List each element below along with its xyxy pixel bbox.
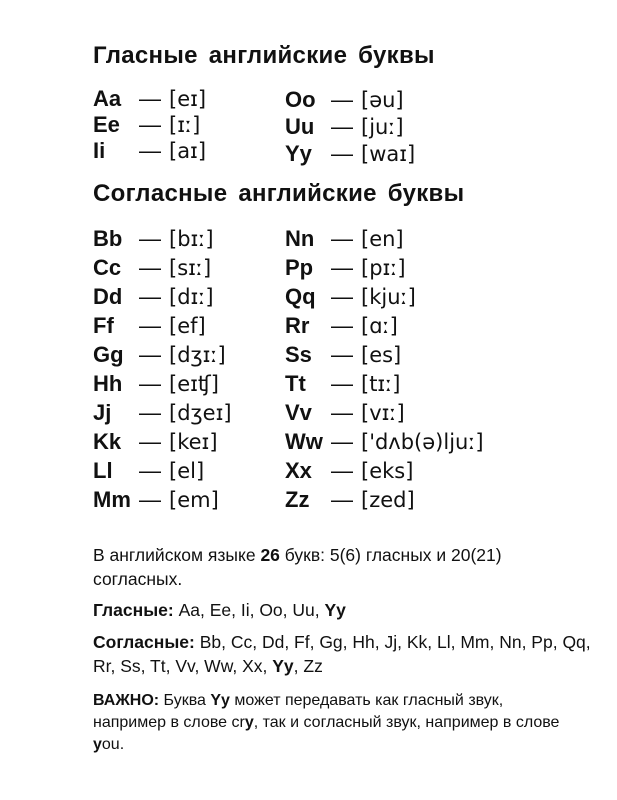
letter-row xyxy=(93,224,232,253)
dash: — xyxy=(139,112,161,137)
letter: Gg xyxy=(93,341,124,367)
letter: Cc xyxy=(93,254,122,280)
letter: Nn xyxy=(285,225,315,251)
letter: Ii xyxy=(93,138,106,163)
letter-row xyxy=(93,311,232,340)
transcription: [aɪ] xyxy=(169,139,207,163)
important-part-1: Буква xyxy=(159,692,211,709)
dash: — xyxy=(331,399,353,425)
important-label: ВАЖНО: xyxy=(93,692,160,709)
letter-row xyxy=(285,398,484,427)
dash: — xyxy=(139,486,161,512)
transcription: [əu] xyxy=(361,87,404,112)
important-part-2: может передавать как гласный звук, например в слове cr xyxy=(93,692,504,731)
dash: — xyxy=(331,225,353,251)
letter: Dd xyxy=(93,283,123,309)
letter: Yy xyxy=(285,140,312,166)
consonants-title: Согласные английские буквы xyxy=(93,180,465,207)
important-note xyxy=(93,690,563,756)
letter-row xyxy=(285,485,484,514)
letter: Xx xyxy=(285,457,312,483)
vowels-title: Гласные английские буквы xyxy=(93,42,435,69)
transcription: [zed] xyxy=(361,487,415,512)
important-y-you: y xyxy=(93,736,102,753)
transcription: [dɪː] xyxy=(169,284,214,309)
consonants-right-column xyxy=(285,224,484,514)
letter-row xyxy=(285,369,484,398)
letter-row xyxy=(93,86,206,112)
dash: — xyxy=(139,341,161,367)
transcription: [eks] xyxy=(361,458,414,483)
letter: Mm xyxy=(93,486,131,512)
letter-row xyxy=(285,340,484,369)
dash: — xyxy=(139,254,161,280)
letter-row xyxy=(93,427,232,456)
consonants-list-yy: Yy xyxy=(272,656,294,676)
consonants-list-label: Согласные: xyxy=(93,632,195,652)
transcription: [eɪʧ] xyxy=(169,371,219,396)
consonants-left-column xyxy=(93,224,232,514)
letter: Vv xyxy=(285,399,312,425)
letter-row xyxy=(93,456,232,485)
consonants-list xyxy=(93,630,593,678)
letter-count-text xyxy=(93,543,593,591)
letter: Pp xyxy=(285,254,314,280)
important-y-cry: y xyxy=(244,714,254,731)
transcription: [ef] xyxy=(169,313,206,338)
letter: Aa xyxy=(93,86,122,111)
dash: — xyxy=(331,113,353,139)
important-part-4: ou. xyxy=(101,736,125,753)
dash: — xyxy=(139,428,161,454)
important-part-3: , так и согласный звук, например в слове xyxy=(253,714,560,731)
important-yy: Yy xyxy=(210,692,230,709)
dash: — xyxy=(139,312,161,338)
transcription: [sɪː] xyxy=(169,255,212,280)
vowels-left-column xyxy=(93,86,206,164)
letter-row xyxy=(93,485,232,514)
letter-row xyxy=(285,456,484,485)
letter-row xyxy=(93,282,232,311)
letter-row xyxy=(285,113,415,140)
transcription: [el] xyxy=(169,458,205,483)
dash: — xyxy=(331,428,353,454)
letter: Rr xyxy=(285,312,310,338)
transcription: [keɪ] xyxy=(169,429,218,454)
letter: Jj xyxy=(93,399,112,425)
transcription: [es] xyxy=(361,342,402,367)
vowels-list xyxy=(93,598,593,622)
vowels-right-column xyxy=(285,86,415,167)
letter-row xyxy=(93,398,232,427)
transcription: [pɪː] xyxy=(361,255,406,280)
transcription: [em] xyxy=(169,487,219,512)
dash: — xyxy=(139,86,161,111)
transcription: [bɪː] xyxy=(169,226,214,251)
letter-row xyxy=(285,224,484,253)
letter: Qq xyxy=(285,283,316,309)
letter: Ww xyxy=(285,428,323,454)
letter: Ee xyxy=(93,112,120,137)
dash: — xyxy=(331,457,353,483)
letter-row xyxy=(285,427,484,456)
transcription: [ɪː] xyxy=(169,113,201,137)
transcription: [ɑː] xyxy=(361,313,398,338)
transcription: [waɪ] xyxy=(361,141,416,166)
dash: — xyxy=(331,86,353,112)
dash: — xyxy=(139,225,161,251)
dash: — xyxy=(139,138,161,163)
vowels-list-text: Aa, Ee, Ii, Oo, Uu, xyxy=(173,600,325,620)
dash: — xyxy=(331,370,353,396)
letter: Ff xyxy=(93,312,114,338)
dash: — xyxy=(331,312,353,338)
transcription: [eɪ] xyxy=(169,87,207,111)
letter: Ll xyxy=(93,457,113,483)
count-number: 26 xyxy=(260,545,280,565)
letter: Tt xyxy=(285,370,306,396)
dash: — xyxy=(331,283,353,309)
transcription: ['dʌb(ə)ljuː] xyxy=(361,429,484,454)
dash: — xyxy=(331,140,353,166)
letter-row xyxy=(285,311,484,340)
dash: — xyxy=(331,486,353,512)
letter-row xyxy=(285,140,415,167)
transcription: [juː] xyxy=(361,114,404,139)
letter-row xyxy=(93,253,232,282)
consonants-list-text: Bb, Cc, Dd, Ff, Gg, Hh, Jj, Kk, Ll, Mm, Nn, Pp, Qq, Rr, Ss, Tt, Vv, Ww, Xx, xyxy=(93,632,591,676)
letter: Oo xyxy=(285,86,316,112)
dash: — xyxy=(139,399,161,425)
transcription: [vɪː] xyxy=(361,400,405,425)
letter-row xyxy=(285,282,484,311)
letter: Bb xyxy=(93,225,123,251)
vowels-list-yy: Yy xyxy=(324,600,346,620)
letter-row xyxy=(285,86,415,113)
count-pre: В английском языке xyxy=(93,545,261,565)
letter-row xyxy=(93,138,206,164)
dash: — xyxy=(331,341,353,367)
letter: Ss xyxy=(285,341,312,367)
vowels-list-label: Гласные: xyxy=(93,600,174,620)
letter-row xyxy=(285,253,484,282)
letter: Zz xyxy=(285,486,310,512)
dash: — xyxy=(139,457,161,483)
letter: Kk xyxy=(93,428,122,454)
letter: Uu xyxy=(285,113,315,139)
letter: Hh xyxy=(93,370,123,396)
transcription: [dʒɪː] xyxy=(169,342,226,367)
dash: — xyxy=(331,254,353,280)
letter-row xyxy=(93,112,206,138)
letter-row xyxy=(93,369,232,398)
transcription: [en] xyxy=(361,226,404,251)
dash: — xyxy=(139,370,161,396)
letter-row xyxy=(93,340,232,369)
transcription: [kjuː] xyxy=(361,284,416,309)
dash: — xyxy=(139,283,161,309)
transcription: [dʒeɪ] xyxy=(169,400,232,425)
consonants-list-tail: , Zz xyxy=(293,656,323,676)
count-post: букв: 5(6) гласных и 20(21) согласных. xyxy=(93,545,502,589)
transcription: [tɪː] xyxy=(361,371,401,396)
